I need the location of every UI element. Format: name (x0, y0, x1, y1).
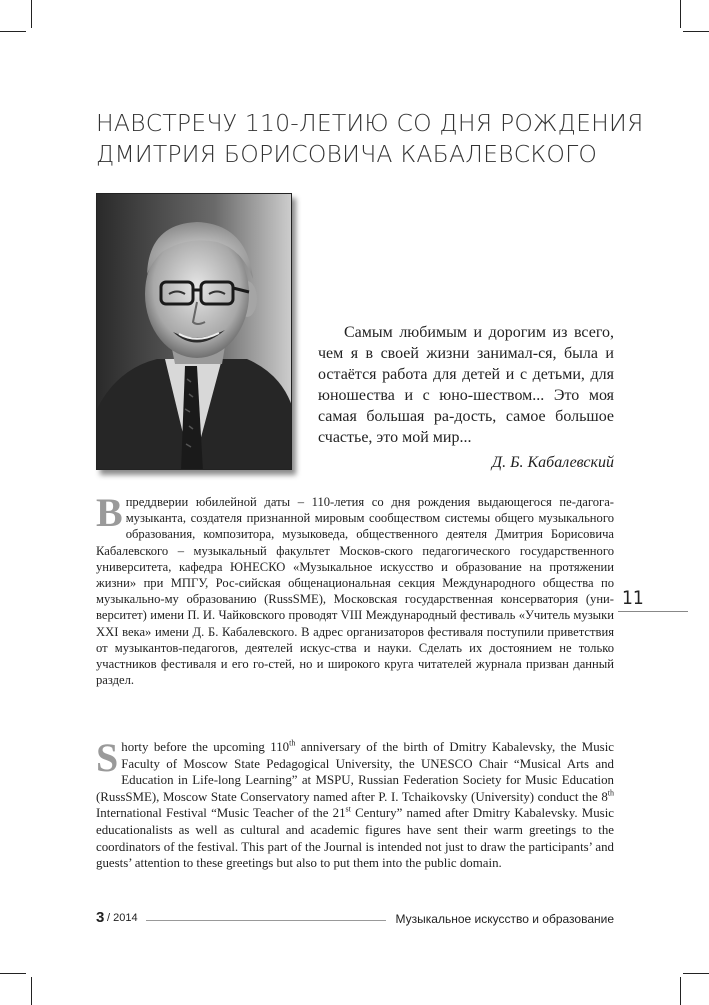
page-title (96, 108, 656, 170)
crop-mark (31, 0, 32, 28)
english-text-part: Century” named after Dmitry Kabalevsky. Music educationalists as well as cultural and academic figures have sent their warm greetings to the coordinators of the festival. This part of the Journal is intended not just to draw the participants’ and guests’ attention to these greetings but also to put them into the public domain. (96, 806, 614, 871)
russian-text: преддверии юбилейной даты – 110-летия со дня рождения выдающегося пе-дагога-музыканта, создателя признанной мировым сообществом системы общего музыкального образования, композитора, музыковеда, общественного деятеля Дмитрия Борисовича Кабалевского – музыкальный факультет Москов-ского педагогического государственного университета, кафедра ЮНЕСКО «Музыкальное искусство и образование на протяжении жизни» при МПГУ, Рос-сийская общенациональная секция Международного общества по музыкально-му образованию (RussSME), Московская государственная консерватория (уни-верситет) имени П. И. Чайковского проводят VIII Международный фестиваль «Учитель музыки XXI века» имени Д. Б. Кабалевского. В адрес организаторов фестиваля поступили приветствия от музыкантов-педагогов, деятелей искус-ства и науки. Сделать их достоянием не только участников фестиваля и его го-стей, но и широкого круга читателей журнала призван данный раздел. (96, 495, 614, 688)
epigraph-text: Самым любимым и дорогим из всего, чем я в своей жизни занимал-ся, была и остаётся работа для детей и с детьми, для юношества и с юно-шеством... Это моя самая большая ра-дость, самое большое счастье, это мой мир... (318, 324, 614, 446)
dropcap: В (96, 490, 123, 535)
title-line-2: ДМИТРИЯ БОРИСОВИЧА КАБАЛЕВСКОГО (96, 140, 598, 168)
footer (96, 909, 614, 929)
title-line-1: НАВСТРЕЧУ 110-ЛЕТИЮ СО ДНЯ РОЖДЕНИЯ (96, 109, 644, 137)
superscript: th (607, 788, 614, 798)
crop-mark (0, 973, 26, 974)
english-text-part: International Festival “Music Teacher of the 21 (96, 806, 346, 821)
crop-mark (683, 973, 709, 974)
crop-mark (680, 0, 681, 28)
crop-mark (683, 31, 709, 32)
issue-number: 3 (96, 909, 105, 926)
russian-paragraph (96, 490, 614, 688)
english-text-part: anniversary of the birth of Dmitry Kabalevsky, the Music Faculty of Moscow State Pedagogical University, the UNESCO Chair “Musical Arts and Education in Life-long Learning” at MSPU, Russian Federation Society for Music Education (RussSME), Moscow State Conservatory named after P. I. Tchaikovsky (University) conduct the 8 (96, 740, 615, 804)
portrait-photo (96, 193, 292, 470)
superscript: st (345, 805, 351, 815)
page-number-rule (618, 611, 688, 612)
issue-year: / 2014 (107, 912, 138, 924)
crop-mark (680, 977, 681, 1005)
crop-mark (0, 31, 26, 32)
crop-mark (31, 977, 32, 1005)
journal-name: Музыкальное искусство и образование (395, 912, 614, 926)
footer-rule (146, 920, 386, 921)
epigraph (318, 322, 614, 473)
dropcap: S (96, 735, 119, 780)
english-text-part: horty before the upcoming 110 (121, 740, 290, 754)
english-paragraph (96, 735, 615, 872)
superscript: th (289, 738, 296, 748)
page-number: 11 (622, 587, 644, 609)
epigraph-author: Д. Б. Кабалевский (491, 454, 614, 471)
